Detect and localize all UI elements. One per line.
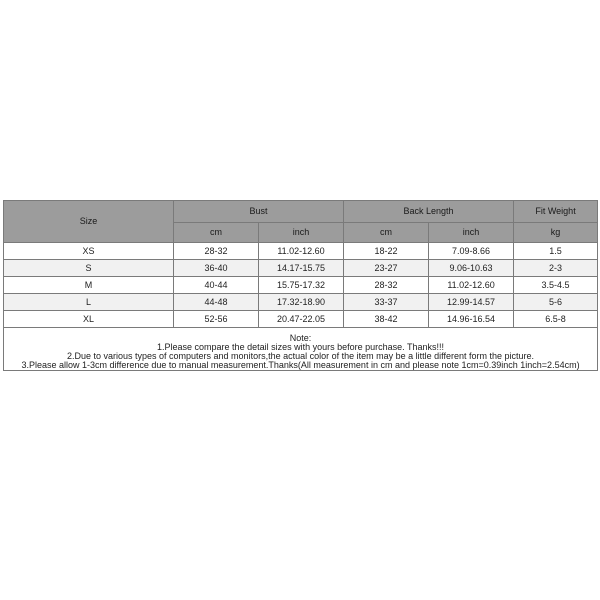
bust-inch-cell: 17.32-18.90: [259, 294, 344, 311]
notes-row: [4, 328, 598, 371]
size-cell: M: [4, 277, 174, 294]
back-length-header: Back Length: [344, 201, 514, 223]
table-row: [4, 311, 598, 328]
bust-cm-subheader: cm: [174, 223, 259, 243]
kg-cell: 1.5: [514, 243, 598, 260]
back-cm-cell: 28-32: [344, 277, 429, 294]
size-cell: XL: [4, 311, 174, 328]
back-inch-subheader: inch: [429, 223, 514, 243]
fit-weight-header: Fit Weight: [514, 201, 598, 223]
size-chart-table: [3, 200, 598, 371]
back-cm-cell: 33-37: [344, 294, 429, 311]
note-line-3: 3.Please allow 1-3cm difference due to manual measurement.Thanks(All measurement in cm and please note 1cm=0.39inch 1inch=2.54cm): [21, 360, 580, 370]
bust-cm-cell: 52-56: [174, 311, 259, 328]
back-cm-cell: 38-42: [344, 311, 429, 328]
bust-inch-cell: 11.02-12.60: [259, 243, 344, 260]
note-line-1: 1.Please compare the detail sizes with yours before purchase. Thanks!!!: [157, 342, 445, 352]
size-header: Size: [4, 201, 174, 243]
bust-inch-cell: 15.75-17.32: [259, 277, 344, 294]
back-cm-cell: 23-27: [344, 260, 429, 277]
kg-cell: 6.5-8: [514, 311, 598, 328]
kg-cell: 5-6: [514, 294, 598, 311]
back-inch-cell: 11.02-12.60: [429, 277, 514, 294]
back-inch-cell: 14.96-16.54: [429, 311, 514, 328]
bust-inch-subheader: inch: [259, 223, 344, 243]
table-row: [4, 260, 598, 277]
kg-cell: 2-3: [514, 260, 598, 277]
table-row: [4, 243, 598, 260]
size-cell: L: [4, 294, 174, 311]
back-inch-cell: 7.09-8.66: [429, 243, 514, 260]
bust-cm-cell: 40-44: [174, 277, 259, 294]
fit-kg-subheader: kg: [514, 223, 598, 243]
bust-inch-cell: 14.17-15.75: [259, 260, 344, 277]
back-inch-cell: 9.06-10.63: [429, 260, 514, 277]
note-line-2: 2.Due to various types of computers and monitors,the actual color of the item may be a little different form the picture.: [66, 351, 535, 361]
back-inch-cell: 12.99-14.57: [429, 294, 514, 311]
size-cell: XS: [4, 243, 174, 260]
table-row: [4, 294, 598, 311]
bust-cm-cell: 36-40: [174, 260, 259, 277]
size-cell: S: [4, 260, 174, 277]
bust-header: Bust: [174, 201, 344, 223]
table-row: [4, 277, 598, 294]
kg-cell: 3.5-4.5: [514, 277, 598, 294]
notes-title: Note:: [289, 333, 312, 343]
bust-inch-cell: 20.47-22.05: [259, 311, 344, 328]
back-cm-subheader: cm: [344, 223, 429, 243]
notes-section: [4, 328, 598, 371]
bust-cm-cell: 44-48: [174, 294, 259, 311]
bust-cm-cell: 28-32: [174, 243, 259, 260]
back-cm-cell: 18-22: [344, 243, 429, 260]
